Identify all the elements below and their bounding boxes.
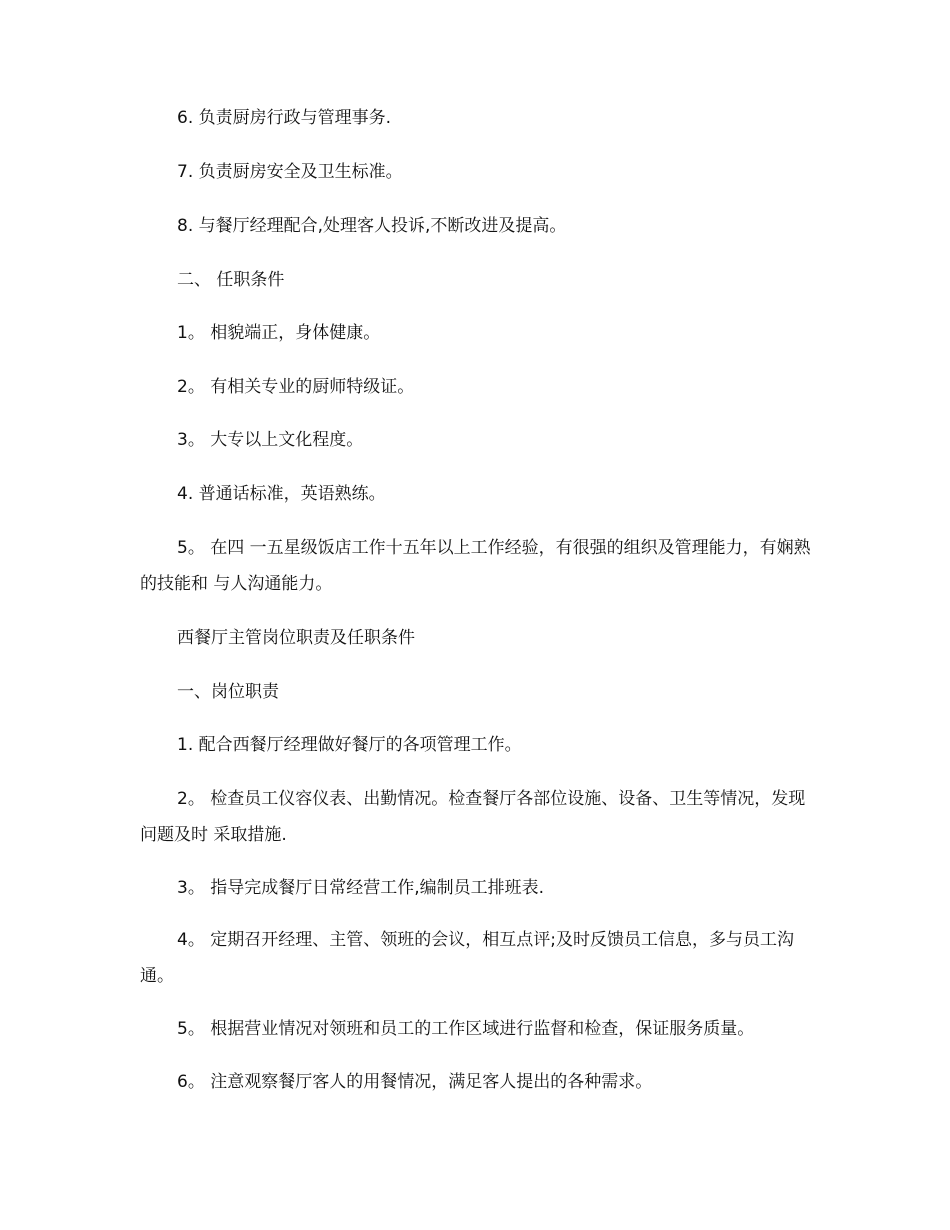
paragraph: 5。 根据营业情况对领班和员工的工作区域进行监督和检查，保证服务质量。 [177, 1019, 755, 1039]
paragraph: 6. 负责厨房行政与管理事务. [177, 108, 392, 128]
section-heading: 一、岗位职责 [177, 682, 279, 702]
paragraph: 7. 负责厨房安全及卫生标准。 [177, 162, 403, 182]
paragraph: 4。 定期召开经理、主管、领班的会议，相互点评;及时反馈员工信息，多与员工沟通。 [140, 930, 794, 986]
paragraph: 2。 有相关专业的厨师特级证。 [177, 377, 415, 397]
paragraph: 3。 大专以上文化程度。 [177, 430, 364, 450]
paragraph: 5。 在四 一五星级饭店工作十五年以上工作经验，有很强的组织及管理能力，有娴熟的技能和 与人沟通能力。 [140, 538, 811, 594]
paragraph: 1。 相貌端正，身体健康。 [177, 323, 381, 343]
paragraph: 8. 与餐厅经理配合,处理客人投诉,不断改进及提高。 [177, 216, 567, 236]
paragraph: 1. 配合西餐厅经理做好餐厅的各项管理工作。 [177, 735, 522, 755]
paragraph: 2。 检查员工仪容仪表、出勤情况。检查餐厅各部位设施、设备、卫生等情况，发现问题及时 采取措施. [140, 789, 806, 845]
section-heading: 西餐厅主管岗位职责及任职条件 [177, 628, 415, 648]
paragraph: 4. 普通话标准，英语熟练。 [177, 484, 386, 504]
paragraph: 6。 注意观察餐厅客人的用餐情况，满足客人提出的各种需求。 [177, 1072, 653, 1092]
paragraph: 3。 指导完成餐厅日常经营工作,编制员工排班表. [177, 878, 545, 898]
section-heading: 二、 任职条件 [177, 270, 285, 290]
